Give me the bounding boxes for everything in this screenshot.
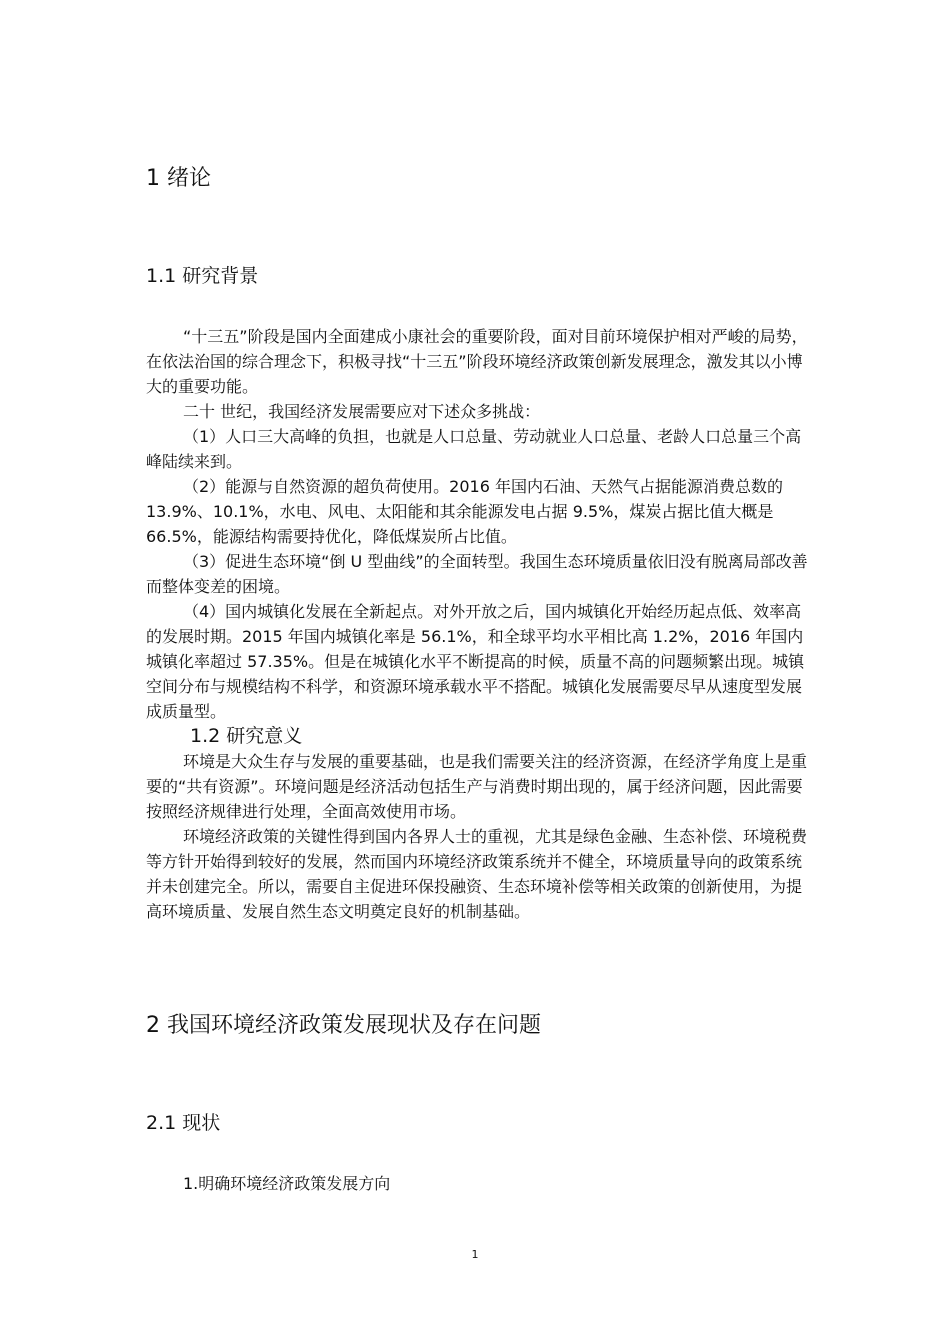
list-item: 1.明确环境经济政策发展方向 — [183, 1174, 391, 1193]
page-number: 1 — [471, 1248, 479, 1261]
paragraph: 环境经济政策的关键性得到国内各界人士的重视，尤其是绿色金融、生态补偿、环境税费等方针开始得到较好的发展，然而国内环境经济政策系统并不健全，环境质量导向的政策系统并未创建完全。所以，需要自主促进环保投融资、生态环境补偿等相关政策的创新使用，为提高环境质量、发展自然生态文明奠定良好的机制基础。 — [146, 827, 808, 921]
paragraph: （2）能源与自然资源的超负荷使用。2016 年国内石油、天然气占据能源消费总数的 13.9%、10.1%，水电、风电、太阳能和其余能源发电占据 9.5%，煤炭占据比值大概是 66.5%，能源结构需要持优化，降低煤炭所占比值。 — [146, 477, 783, 546]
paragraph: 二十 世纪，我国经济发展需要应对下述众多挑战： — [183, 402, 541, 421]
chapter-2-title: 2 我国环境经济政策发展现状及存在问题 — [146, 1013, 541, 1038]
section-1-1-title: 1.1 研究背景 — [146, 265, 259, 287]
paragraph: （4）国内城镇化发展在全新起点。对外开放之后，国内城镇化开始经历起点低、效率高的发展时期。2015 年国内城镇化率是 56.1%，和全球平均水平相比高 1.2%，2016 年国内城镇化率超过 57.35%。但是在城镇化水平不断提高的时候，质量不高的问题频繁出现。城镇空间分布与规模结构不科学，和资源环境承载水平不搭配。城镇化发展需要尽早从速度型发展成质量型。 — [146, 602, 805, 721]
paragraph: （1）人口三大高峰的负担，也就是人口总量、劳动就业人口总量、老龄人口总量三个高峰陆续来到。 — [146, 427, 802, 471]
section-1-2-title: 1.2 研究意义 — [190, 725, 303, 747]
paragraph: 环境是大众生存与发展的重要基础，也是我们需要关注的经济资源，在经济学角度上是重要的“共有资源”。环境问题是经济活动包括生产与消费时期出现的，属于经济问题，因此需要按照经济规律进行处理，全面高效使用市场。 — [146, 752, 808, 821]
section-2-1-title: 2.1 现状 — [146, 1112, 221, 1134]
paragraph: （3）促进生态环境“倒 U 型曲线”的全面转型。我国生态环境质量依旧没有脱离局部改善而整体变差的困境。 — [146, 552, 808, 596]
paragraph: “十三五”阶段是国内全面建成小康社会的重要阶段，面对目前环境保护相对严峻的局势，在依法治国的综合理念下，积极寻找“十三五”阶段环境经济政策创新发展理念，激发其以小博大的重要功能。 — [146, 327, 808, 396]
chapter-1-body — [146, 324, 810, 924]
chapter-1-title: 1 绪论 — [146, 166, 211, 191]
